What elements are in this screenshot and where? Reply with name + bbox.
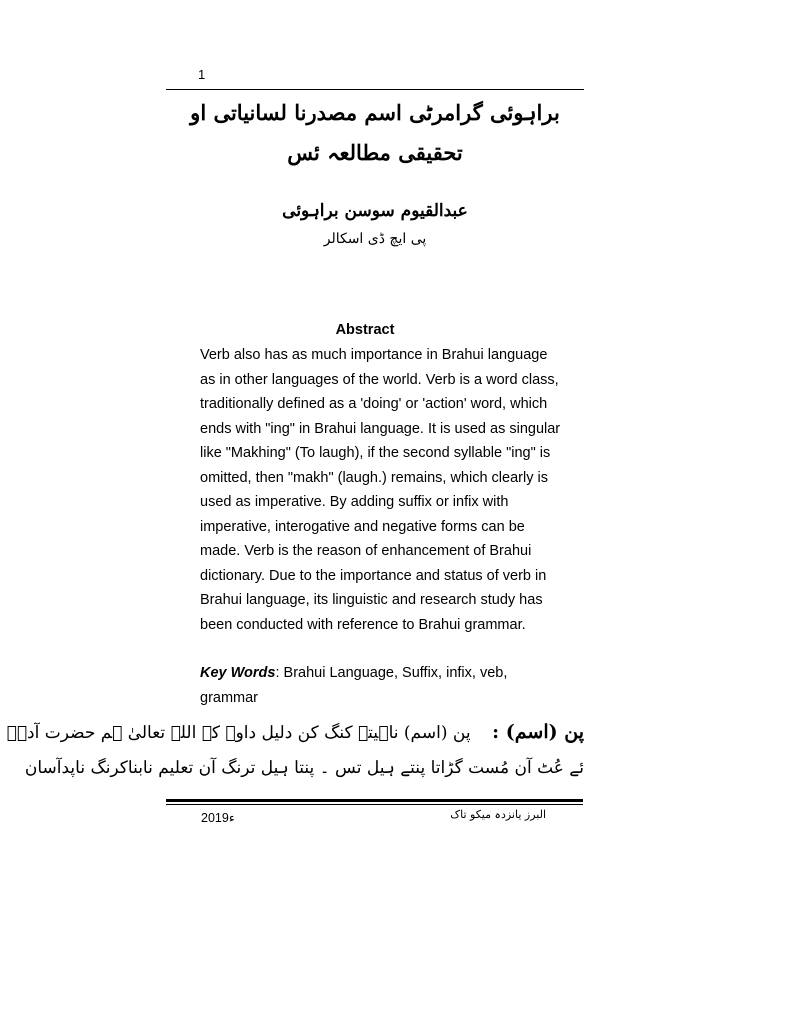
abstract-line: ends with "ing" in Brahui language. It is used as singular <box>200 420 561 437</box>
keywords-separator: : <box>275 665 280 681</box>
abstract-line: omitted, then "makh" (laugh.) remains, which clearly is <box>200 469 548 486</box>
author-name: عبدالقیوم سوسن براہوئی <box>282 201 468 221</box>
footer-journal-name: البرز یانزدہ میکو تاک <box>450 808 546 821</box>
header-rule <box>166 89 584 90</box>
page-number: 1 <box>198 67 206 82</box>
abstract-line: dictionary. Due to the importance and status of verb in <box>200 567 547 584</box>
abstract-line: as in other languages of the world. Verb is a word class, <box>200 371 559 388</box>
abstract-line: made. Verb is the reason of enhancement of Brahui <box>200 543 532 559</box>
keywords <box>200 661 560 710</box>
abstract-line: Brahui language, its linguistic and research study has <box>200 592 543 608</box>
abstract-line: Verb also has as much importance in Brahui language <box>200 347 548 363</box>
title-line-1: براہوئی گرامرٹی اسم مصدرنا لسانیاتی او <box>190 100 560 125</box>
abstract-heading: Abstract <box>335 322 395 338</box>
keywords-label: Key Words <box>200 665 276 681</box>
abstract-line: used as imperative. By adding suffix or infix with <box>200 494 509 510</box>
abstract-line: traditionally defined as a 'doing' or 'action' word, which <box>200 396 548 412</box>
body-term-label: پن (اسم) : <box>492 721 584 743</box>
title-line-2: تحقیقی مطالعہ ئس <box>287 140 463 165</box>
body-line-1-text: پن (اسم) ناہیتے کنگ کن دلیل داوے کہ اللہ تعالیٰ ہم حضرت آدمؑ <box>6 723 471 743</box>
abstract-body <box>200 343 560 637</box>
author-title: پی ایچ ڈی اسکالر <box>323 231 427 247</box>
body-line-1 <box>6 717 584 748</box>
footer-rule-thin <box>166 804 583 805</box>
keywords-value: Brahui Language, Suffix, infix, veb, grammar <box>200 665 508 706</box>
abstract-line: been conducted with reference to Brahui grammar. <box>200 616 526 633</box>
footer-rule-thick <box>166 799 583 802</box>
abstract-line: like "Makhing" (To laugh), if the second syllable "ing" is <box>200 445 551 461</box>
abstract-line: imperative, interogative and negative forms can be <box>200 518 525 535</box>
body-line-2: ئے عُٹ آن مُست گڑاتا پنتے ہیل تس ۔ پنتا ہیل ترنگ آن تعلیم نابناکرنگ ناپدآسان <box>24 758 584 778</box>
footer-year: 2019ء <box>201 811 235 825</box>
